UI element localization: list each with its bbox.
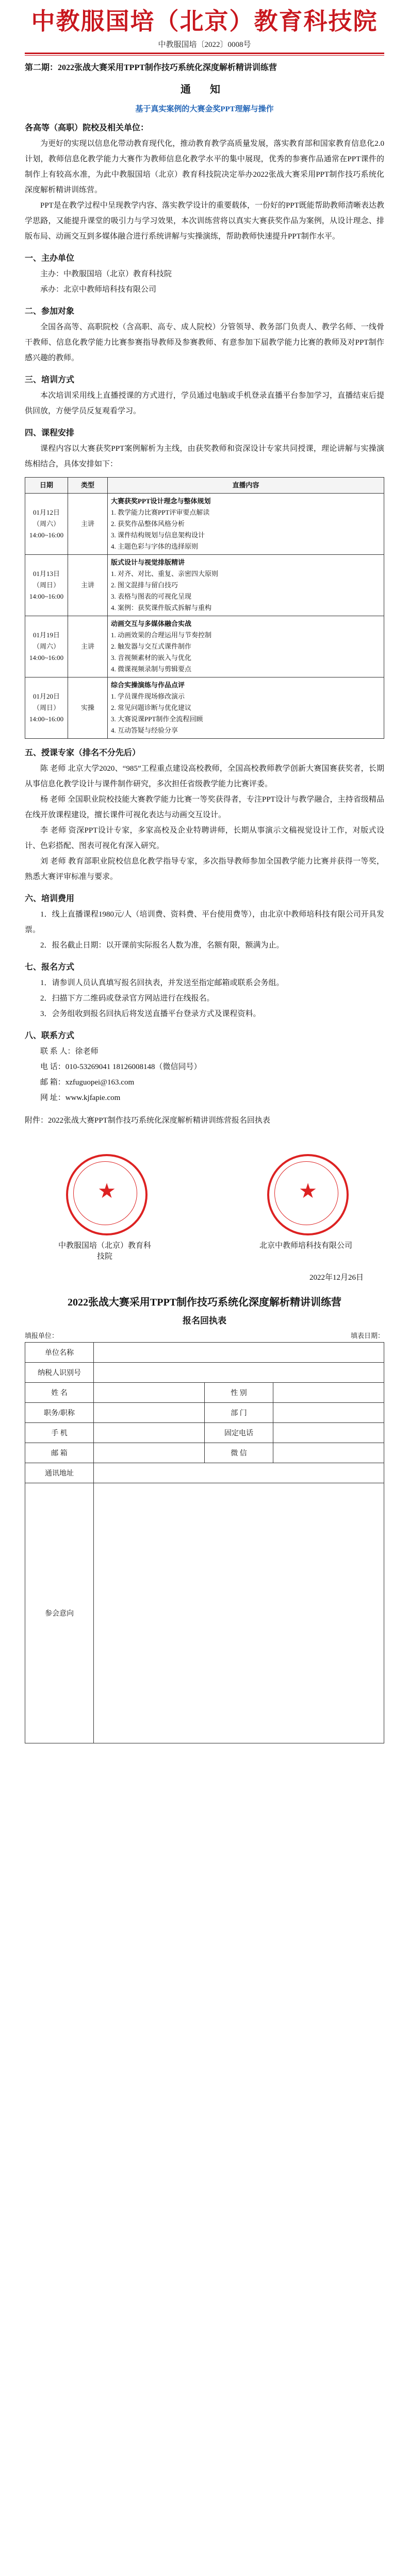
seal-label: 中教服国培（北京）教育科技院 <box>58 1242 151 1261</box>
schedule-item: 1. 动画效果的合理运用与节奏控制 <box>111 631 212 639</box>
form-label: 职务/职称 <box>25 1403 94 1423</box>
form-field[interactable] <box>94 1383 205 1403</box>
registration-line: 1．请参训人员认真填写报名回执表，并发送至指定邮箱或联系会务组。 <box>40 979 284 988</box>
form-note <box>25 1330 384 1340</box>
schedule-date: 01月13日（周日）14:00~16:00 <box>25 555 68 616</box>
schedule-type: 主讲 <box>68 555 108 616</box>
registration-form <box>25 1342 384 1743</box>
seal-area <box>25 1144 384 1267</box>
schedule-header: 日期 <box>25 478 68 494</box>
section-contact: 八、联系方式 <box>25 1031 75 1041</box>
section-method: 三、培训方式 <box>25 376 75 385</box>
form-row <box>25 1343 384 1363</box>
form-field[interactable] <box>94 1423 205 1443</box>
form-label: 单位名称 <box>25 1343 94 1363</box>
schedule-item: 3. 大赛说课PPT制作全流程回顾 <box>111 715 203 723</box>
org-header: 中教服国培（北京）教育科技院 <box>31 8 378 35</box>
schedule-item: 2. 获奖作品整体风格分析 <box>111 520 185 528</box>
contact-line: 网 址：www.kjfapie.com <box>40 1094 121 1103</box>
star-icon: ★ <box>97 1179 116 1203</box>
form-field[interactable] <box>273 1423 384 1443</box>
form-field[interactable] <box>94 1443 205 1463</box>
form-row <box>25 1363 384 1383</box>
issue-title: 第二期：2022张战大赛采用TPPT制作技巧系统化深度解析精讲训练营 <box>25 63 277 73</box>
form-label: 固定电话 <box>205 1423 273 1443</box>
schedule-type: 主讲 <box>68 616 108 677</box>
form-field[interactable] <box>94 1403 205 1423</box>
form-field[interactable] <box>94 1483 384 1743</box>
form-label: 邮 箱 <box>25 1443 94 1463</box>
schedule-date: 01月20日（周日）14:00~16:00 <box>25 677 68 739</box>
form-label: 性 别 <box>205 1383 273 1403</box>
form-field[interactable] <box>94 1463 384 1483</box>
section-schedule: 四、课程安排 <box>25 429 75 438</box>
schedule-item: 4. 案例：获奖课件版式拆解与重构 <box>111 604 212 612</box>
red-rule <box>25 53 384 54</box>
section-fees: 六、培训费用 <box>25 894 75 904</box>
form-label: 参会意向 <box>25 1483 94 1743</box>
form-row <box>25 1403 384 1423</box>
schedule-type: 主讲 <box>68 494 108 555</box>
schedule-content <box>108 677 384 739</box>
schedule-item: 3. 音视频素材的嵌入与优化 <box>111 654 192 662</box>
registration-line: 2．扫描下方二维码或登录官方网站进行在线报名。 <box>40 994 215 1003</box>
schedule-row <box>25 677 384 739</box>
attachment-note: 附件：2022张战大赛PPT制作技巧系统化深度解析精讲训练营报名回执表 <box>25 1116 270 1125</box>
schedule-row <box>25 494 384 555</box>
form-label: 手 机 <box>25 1423 94 1443</box>
schedule-content <box>108 555 384 616</box>
form-field[interactable] <box>273 1403 384 1423</box>
schedule-item: 4. 微课视频录制与剪辑要点 <box>111 665 192 673</box>
schedule-header: 类型 <box>68 478 108 494</box>
schedule-item: 4. 互动答疑与经验分享 <box>111 726 178 735</box>
expert-bio: 李 老师 资深PPT设计专家，多家高校及企业特聘讲师，长期从事演示文稿视觉设计工作，对版式设计、色彩搭配、图表可视化有深入研究。 <box>25 826 384 851</box>
expert-bio: 刘 老师 教育部职业院校信息化教学指导专家，多次指导教师参加全国教学能力比赛并获得一等奖，熟悉大赛评审标准与要求。 <box>25 857 384 882</box>
form-field[interactable] <box>273 1443 384 1463</box>
schedule-date: 01月19日（周六）14:00~16:00 <box>25 616 68 677</box>
form-row <box>25 1423 384 1443</box>
schedule-item: 3. 表格与图表的可视化呈现 <box>111 592 192 601</box>
contact-line: 邮 箱：xzfuguopei@163.com <box>40 1078 135 1087</box>
form-subtitle: 报名回执表 <box>183 1316 226 1326</box>
official-seal <box>267 1154 349 1235</box>
form-row <box>25 1383 384 1403</box>
schedule-topic: 大赛获奖PPT设计理念与整体规划 <box>111 497 211 505</box>
contact-line: 联 系 人：徐老师 <box>40 1047 99 1056</box>
schedule-item: 1. 对齐、对比、重复、亲密四大原则 <box>111 570 219 578</box>
official-seal <box>66 1154 148 1235</box>
form-field[interactable] <box>94 1363 384 1383</box>
section-audience: 二、参加对象 <box>25 307 75 316</box>
schedule-item: 2. 常见问题诊断与优化建议 <box>111 704 192 712</box>
section-organizer: 一、主办单位 <box>25 254 75 263</box>
schedule-item: 3. 课件结构规划与信息架构设计 <box>111 531 205 539</box>
schedule-item: 2. 图文混排与留白技巧 <box>111 581 178 589</box>
fee-line: 2．报名截止日期：以开课前实际报名人数为准，名额有限，额满为止。 <box>40 941 284 950</box>
form-field[interactable] <box>273 1383 384 1403</box>
registration-line: 3．会务组收到报名回执后将发送直播平台登录方式及课程资料。 <box>40 1010 261 1019</box>
form-note-left: 填报单位： <box>25 1332 59 1340</box>
form-label: 微 信 <box>205 1443 273 1463</box>
banner: 基于真实案例的大赛金奖PPT理解与操作 <box>135 105 274 114</box>
schedule-row <box>25 555 384 616</box>
schedule-table <box>25 477 384 739</box>
form-row <box>25 1443 384 1463</box>
schedule-header: 直播内容 <box>108 478 384 494</box>
schedule-row <box>25 616 384 677</box>
form-label: 纳税人识别号 <box>25 1363 94 1383</box>
expert-bio: 陈 老师 北京大学2020、“985”工程重点建设高校教师，全国高校教师教学创新大赛国赛获奖者，长期从事信息化教学设计与课件制作研究，多次担任省级教学能力比赛评委。 <box>25 765 384 789</box>
star-icon: ★ <box>299 1179 317 1203</box>
section-registration: 七、报名方式 <box>25 963 75 972</box>
schedule-item: 1. 教学能力比赛PPT评审要点解读 <box>111 509 210 517</box>
audience-text: 全国各高等、高职院校（含高职、高专、成人院校）分管领导、教务部门负责人、教学名师、一线骨干教师、信息化教学能力比赛参赛指导教师及参赛教师、有意参加下届教学能力比赛的教师及对PPT制作感兴趣的教师。 <box>25 323 384 363</box>
schedule-item: 4. 主题色彩与字体的选择原则 <box>111 543 199 551</box>
section-experts: 五、授课专家（排名不分先后） <box>25 749 141 758</box>
schedule-item: 1. 学员课件现场修改演示 <box>111 692 185 701</box>
schedule-type: 实操 <box>68 677 108 739</box>
salutation: 各高等（高职）院校及相关单位： <box>25 124 149 133</box>
form-field[interactable] <box>94 1343 384 1363</box>
schedule-date: 01月12日（周六）14:00~16:00 <box>25 494 68 555</box>
schedule-topic: 综合实操演练与作品点评 <box>111 681 185 689</box>
form-title: 2022张战大赛采用TPPT制作技巧系统化深度解析精讲训练营 <box>67 1297 342 1309</box>
form-label: 部 门 <box>205 1403 273 1423</box>
fee-line: 1．线上直播课程1980元/人（培训费、资料费、平台使用费等），由北京中教师培科技有限公司开具发票。 <box>25 910 384 935</box>
intro-paragraph: 为更好的实现以信息化带动教育现代化，推动教育教学高质量发展，落实教育部和国家教育信息化2.0计划，教师信息化教学能力大赛作为教师信息化教学水平的集中展现，优秀的参赛作品通常在PPT课件的制作上有较高水准，为此中教服国培（北京）教育科技院决定举办2022张战大赛采用PPT制作技巧系统化深度解析精讲训练营。 <box>25 140 384 195</box>
schedule-content <box>108 494 384 555</box>
notice-title: 通 知 <box>181 84 228 96</box>
red-rule-thin <box>25 55 384 56</box>
seal-label: 北京中教师培科技有限公司 <box>259 1242 352 1250</box>
schedule-topic: 版式设计与视觉排版精讲 <box>111 558 185 567</box>
organizer-line: 承办：北京中教师培科技有限公司 <box>40 285 157 294</box>
schedule-intro: 课程内容以大赛获奖PPT案例解析为主线，由获奖教师和资深设计专家共同授课，理论讲解与实操演练相结合，具体安排如下： <box>25 445 384 469</box>
organizer-line: 主办：中教服国培（北京）教育科技院 <box>40 270 172 279</box>
form-label: 姓 名 <box>25 1383 94 1403</box>
form-note-right: 填表日期： <box>350 1332 384 1340</box>
schedule-item: 2. 触发器与交互式课件制作 <box>111 642 192 651</box>
intro-paragraph: PPT是在教学过程中呈现教学内容、落实教学设计的重要载体，一份好的PPT既能帮助教师清晰表达教学思路，又能提升课堂的吸引力与学习效果，本次训练营将以真实大赛获奖作品为案例，从设计理念、排版布局、动画交互到多媒体融合进行系统讲解与实操演练，帮助教师快速提升PPT制作水平。 <box>25 201 384 241</box>
form-row <box>25 1463 384 1483</box>
doc-number: 中教服国培〔2022〕0008号 <box>158 41 251 49</box>
issue-date: 2022年12月26日 <box>309 1274 364 1282</box>
contact-line: 电 话：010-53269041 18126008148（微信同号） <box>40 1063 202 1072</box>
schedule-content <box>108 616 384 677</box>
expert-bio: 杨 老师 全国职业院校技能大赛教学能力比赛一等奖获得者，专注PPT设计与教学融合，主持省级精品在线开放课程建设，擅长课件可视化表达与动画交互设计。 <box>25 795 384 820</box>
schedule-topic: 动画交互与多媒体融合实战 <box>111 620 192 628</box>
form-row <box>25 1483 384 1743</box>
method-text: 本次培训采用线上直播授课的方式进行，学员通过电脑或手机登录直播平台参加学习，直播结束后提供回放，方便学员反复观看学习。 <box>25 392 384 416</box>
form-label: 通讯地址 <box>25 1463 94 1483</box>
